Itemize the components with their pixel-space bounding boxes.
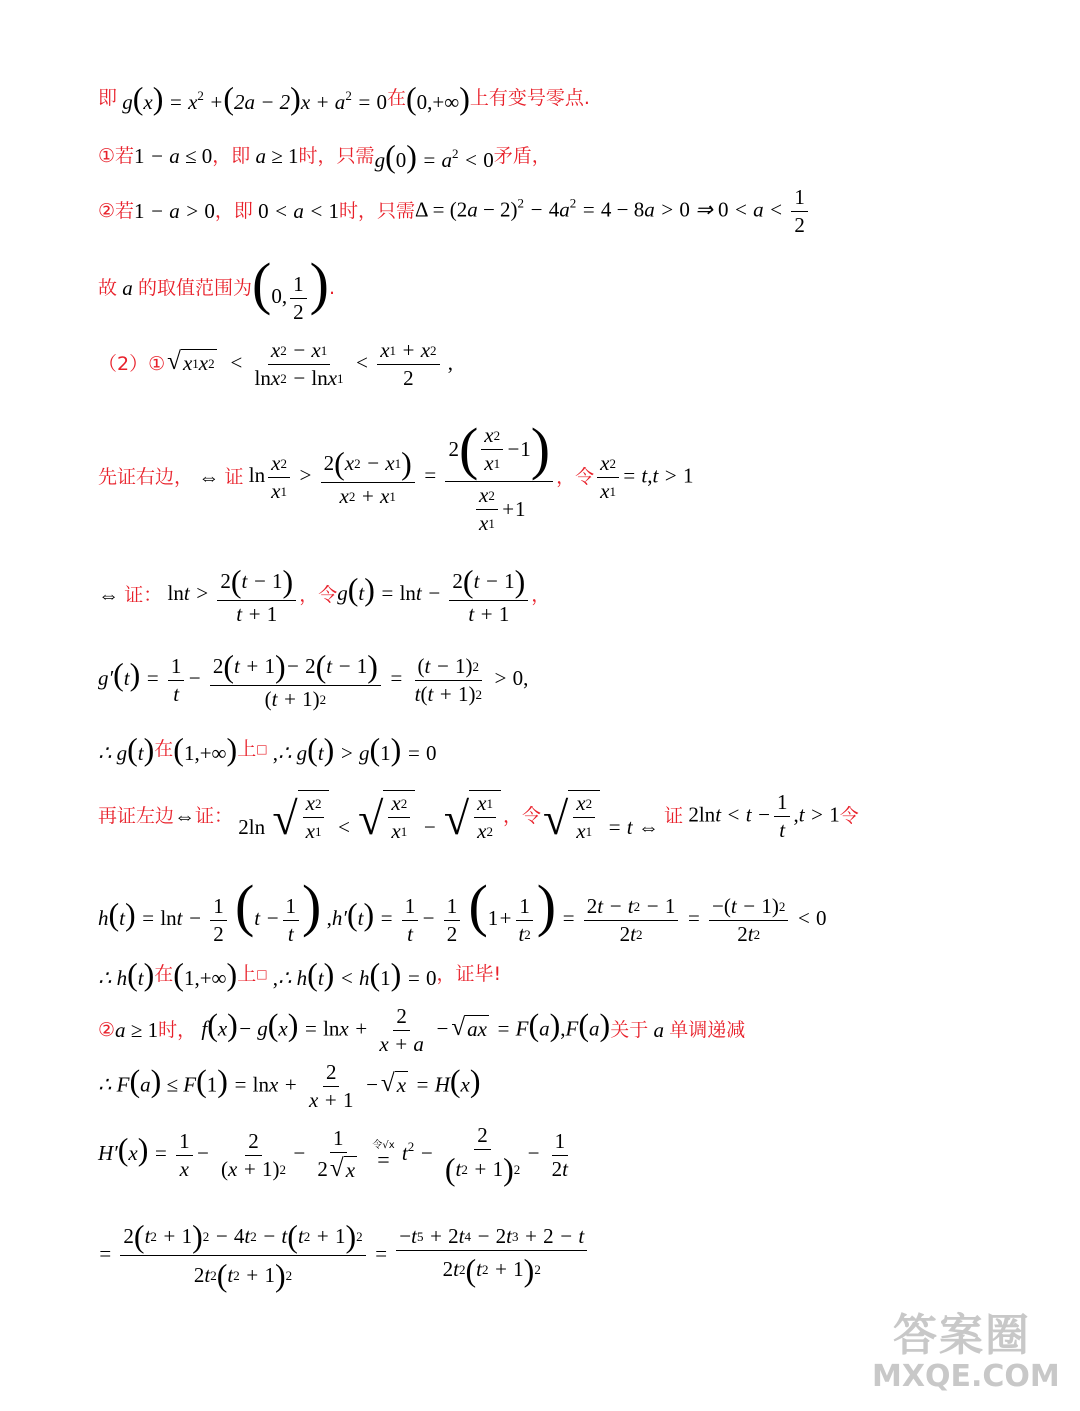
math-g-derivative: g′(t) = $\frac{1}{t}$ − 2 ( t + 1 ) − 2 ( t − 1 ) ( t + 1) 2 = ( t − 1) 2 t ( t + 1) 2 > 0,	[98, 648, 529, 711]
watermark-text: 答案圈	[893, 1310, 1031, 1361]
text-comma: ，	[556, 465, 576, 488]
text-range-of: 的取值范围为	[138, 277, 253, 300]
math-a2: a	[648, 1018, 670, 1042]
math-therefore-g: ∴ g(t)	[98, 731, 155, 767]
text-comma3: ，	[531, 583, 551, 606]
text-part2: （2）①	[98, 353, 166, 375]
line-14	[98, 1062, 481, 1111]
text-zai3: 在	[154, 962, 174, 985]
text-ling3: 令	[521, 804, 541, 827]
line-12	[98, 958, 501, 990]
line-10	[98, 790, 859, 842]
math-H-simplified: = 2 ( t 2 + 1 ) 2 − 4 t 2 − t ( t 2 + 1 ) 2 2 t 2 ( t 2 + 1 ) 2 = − t 5 + 2 t 4 − 2 t 3 + 2 − t 2 t 2 ( t 2 + 1 ) 2	[98, 1220, 590, 1291]
text-ji: 即	[98, 86, 118, 109]
text-case2: ②若	[98, 200, 135, 222]
text-monotone-decreasing: 单调递减	[669, 1019, 746, 1041]
increasing-arrow-icon: □	[256, 742, 268, 756]
math-sub-t: x 2 x 1 = t,t > 1	[594, 453, 693, 502]
line-16	[98, 1220, 590, 1291]
watermark-logo	[872, 1310, 1060, 1403]
math-g-conclusion: ,∴ g(t) > g(1) = 0	[272, 731, 437, 767]
math-gt-def: g(t) = lnt − 2 ( t − 1 ) t + 1	[337, 565, 531, 625]
text-period: .	[328, 277, 335, 300]
math-h-def: h(t) = lnt − $\frac{1}{2}$ (t − $\frac{1}{t}$ ) ,h′(t) = $\frac{1}{t}$ − $\frac{1}{2}$ (1+ 1 t 2 ) = 2 t − t 2 − 1 2 t 2 = −( t − 1) 2 2 t 2 < 0	[98, 873, 827, 946]
line-4	[98, 251, 335, 324]
line-9	[98, 733, 436, 765]
math-iff3: ⇔	[174, 803, 196, 828]
math-a-range: 0 < a < 1	[258, 199, 339, 223]
math-interval: (0,+∞)	[406, 80, 470, 116]
math-a: a	[117, 276, 139, 301]
line-1	[98, 82, 590, 114]
math-discriminant: $\Delta = (2a - 2)^2 - 4a^2 = 4 - 8a > 0$ ⇒ 0 < a < $\frac{1}{2}$	[415, 187, 811, 236]
text-comma2: ，	[299, 583, 319, 606]
line-5	[98, 340, 453, 389]
line-15	[98, 1125, 574, 1185]
math-a-ge-1: a ≥ 1	[250, 143, 299, 168]
text-ling: 令	[575, 465, 595, 488]
math-f-minus-g: f(x)− g(x) = lnx + $\frac{2}{x + a}$ − √ ax = F(a),F(a)	[196, 1004, 611, 1056]
text-ling2: 令	[318, 583, 338, 606]
math-g0: $g(0) = a^2 < 0$	[374, 138, 494, 174]
math-a-ge-1b: a ≥ 1	[115, 1018, 159, 1042]
math-Fa-bound: ∴ F(a) ≤ F(1) = lnx + 2 x + 1 − √ x = H(x)	[98, 1060, 481, 1112]
math-left-ineq: 2ln √ x 2 x 1 < √ x 2 x 1 − √ x 1 x 2	[233, 790, 503, 842]
text-zheng2: 证：	[124, 583, 163, 606]
math-interval3: (1,+∞)	[173, 956, 238, 992]
text-comma4: ，	[502, 804, 522, 827]
text-sign-change: 上有变号零点.	[469, 86, 590, 109]
line-3	[98, 187, 811, 236]
math-iff: ⇔	[193, 464, 225, 489]
text-shi: 时，	[158, 1019, 197, 1041]
math-case2-cond: 1 − a > 0	[134, 199, 215, 223]
text-gu: 故	[98, 277, 118, 300]
text-qed: ，证毕!	[436, 962, 502, 985]
let-sqrt-x-label: 令√x	[372, 1140, 395, 1152]
line-6	[98, 416, 694, 535]
math-answer-interval: (0, $\frac{1}{2}$ )	[252, 251, 329, 324]
text-zai: 在	[386, 86, 406, 109]
line-11	[98, 873, 827, 946]
text-guanyu: 关于	[610, 1019, 649, 1041]
text-shang2: 上	[237, 962, 257, 985]
math-iff2: ⇔	[98, 582, 125, 607]
math-log-mean-ineq: √ x 1 x 2 < x 2 − x 1 ln x 2 − ln x 1 < x 1 + x 2 2 ,	[167, 338, 454, 390]
line-7	[98, 565, 550, 625]
math-H-derivative: H′(x) = $\frac{1}{x}$ − 2 ( x + 1) 2 − 1 2 √ x 令√x = $t^2$ − 2 ( t 2 + 1 ) 2 − 1 2 t	[98, 1123, 568, 1187]
text-prove-right: 先证右边，	[98, 465, 194, 488]
text-ji2: ，即	[212, 144, 251, 167]
text-case1: ①若	[98, 144, 135, 167]
text-zai2: 在	[154, 737, 174, 760]
text-shang: 上	[237, 737, 257, 760]
math-gx: $g(x) = x^2 +(2a - 2)x + a^2 = 0$	[117, 80, 387, 116]
text-shi-zhixu2: 时，只需	[339, 200, 416, 222]
text-ling4: 令	[839, 804, 859, 827]
math-case1-cond: 1 − a ≤ 0	[134, 143, 213, 168]
decreasing-arrow-icon: □	[256, 967, 268, 981]
text-shi-zhixu: 时，只需	[298, 144, 375, 167]
math-2lnt-ineq: 2lnt < t − $\frac{1}{t}$ ,t > 1	[688, 789, 840, 842]
watermark-url: MXQE.COM	[872, 1359, 1060, 1394]
math-h-conclusion: ,∴ h(t) < h(1) = 0	[272, 956, 437, 992]
text-prove-left: 再证左边	[98, 804, 175, 827]
line-2	[98, 140, 551, 172]
text-contradiction: 矛盾，	[493, 144, 551, 167]
text-ji3: ，即	[214, 200, 253, 222]
math-lnt-ineq: lnt > 2 ( t − 1 ) t + 1	[162, 565, 299, 625]
text-zheng: 证	[224, 465, 244, 488]
math-right-ineq: ln x 2 x 1 > 2 ( x 2 − x 1 ) x 2 + x 1 = 2 ( x 2 x 1 − 1 ) x 2 x 1 + 1	[244, 420, 557, 534]
math-interval2: (1,+∞)	[173, 731, 238, 767]
math-therefore-h: ∴ h(t)	[98, 956, 155, 992]
line-8	[98, 650, 528, 710]
line-13	[98, 1006, 745, 1055]
text-zheng4: 证	[664, 804, 684, 827]
text-case-2: ②	[98, 1019, 116, 1041]
text-zheng3: 证：	[195, 804, 234, 827]
math-sqrt-sub: √ x 2 x 1 = t ⇔	[542, 791, 665, 844]
